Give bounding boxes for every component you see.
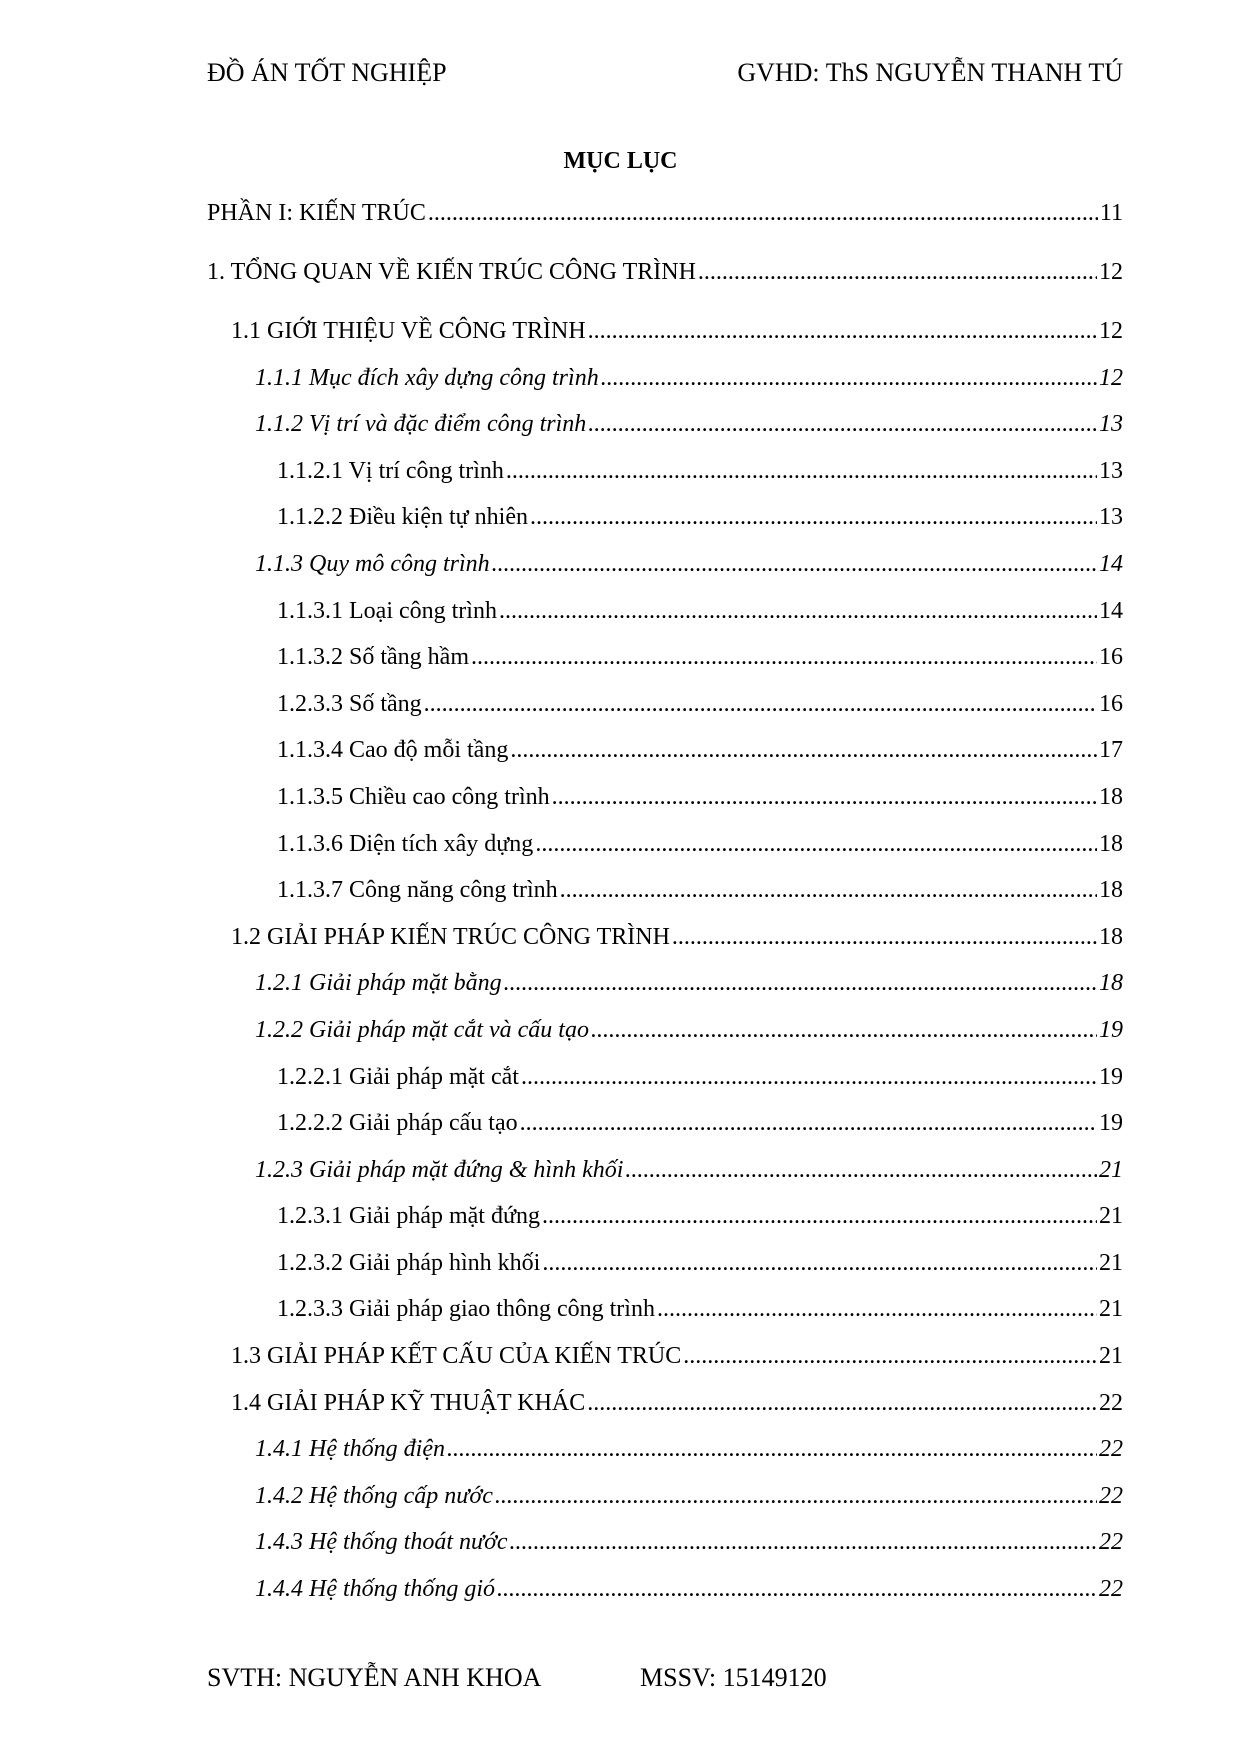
toc-leader-dots xyxy=(542,1193,1097,1240)
toc-entry-text: 1.4 GIẢI PHÁP KỸ THUẬT KHÁC xyxy=(231,1389,586,1416)
toc-entry-text: 1.2.2.2 Giải pháp cấu tạo xyxy=(277,1110,518,1137)
toc-entry-text: 1.2.1 Giải pháp mặt bằng xyxy=(255,970,502,997)
toc-entry-text: 1.1.3.4 Cao độ mỗi tầng xyxy=(277,737,509,764)
toc-leader-dots xyxy=(588,401,1097,448)
toc-leader-dots xyxy=(447,1426,1097,1473)
toc-entry-page: 21 xyxy=(1099,1156,1123,1183)
toc-entry-page: 19 xyxy=(1099,1110,1123,1137)
toc-entry[interactable] xyxy=(207,1473,1123,1520)
toc-entry[interactable] xyxy=(207,681,1123,728)
toc-entry[interactable] xyxy=(207,588,1123,635)
toc-entry-page: 13 xyxy=(1099,504,1123,531)
toc-leader-dots xyxy=(672,914,1097,961)
toc-entry-page: 13 xyxy=(1099,457,1123,484)
toc-leader-dots xyxy=(506,448,1097,495)
toc-leader-dots xyxy=(520,1100,1097,1147)
toc-entry-text: 1.2.3.3 Giải pháp giao thông công trình xyxy=(277,1296,655,1323)
toc-entry-page: 18 xyxy=(1099,970,1123,997)
toc-entry[interactable] xyxy=(207,1380,1123,1427)
toc-leader-dots xyxy=(424,681,1097,728)
footer-student: SVTH: NGUYỄN ANH KHOA xyxy=(207,1663,542,1692)
toc-entry[interactable] xyxy=(207,308,1123,355)
toc-entry[interactable] xyxy=(207,401,1123,448)
toc-entry[interactable] xyxy=(207,1240,1123,1287)
toc-leader-dots xyxy=(530,494,1097,541)
toc-entry-text: 1.1.3.5 Chiều cao công trình xyxy=(277,783,550,810)
toc-entry-text: 1.4.4 Hệ thống thống gió xyxy=(255,1576,495,1603)
toc-entry-text: 1.4.1 Hệ thống điện xyxy=(255,1436,445,1463)
toc-entry[interactable] xyxy=(207,1193,1123,1240)
toc-leader-dots xyxy=(471,634,1097,681)
toc-leader-dots xyxy=(428,190,1098,237)
toc-entry-text: 1.2.3.2 Giải pháp hình khối xyxy=(277,1249,541,1276)
toc-leader-dots xyxy=(492,541,1097,588)
toc-leader-dots xyxy=(495,1473,1097,1520)
toc-entry-page: 22 xyxy=(1099,1529,1123,1556)
toc-entry-text: 1.1.1 Mục đích xây dựng công trình xyxy=(255,364,599,391)
toc-entry-text: 1. TỔNG QUAN VỀ KIẾN TRÚC CÔNG TRÌNH xyxy=(207,259,696,285)
toc-entry-page: 18 xyxy=(1099,783,1123,810)
toc-entry[interactable] xyxy=(207,1286,1123,1333)
toc-entry-page: 12 xyxy=(1099,259,1123,285)
toc-entry-page: 16 xyxy=(1099,644,1123,671)
toc-entry[interactable] xyxy=(207,821,1123,868)
toc-entry-page: 21 xyxy=(1099,1203,1123,1230)
toc-entry-page: 21 xyxy=(1099,1249,1123,1276)
toc-entry-text: 1.1.2 Vị trí và đặc điểm công trình xyxy=(255,411,587,438)
footer-student-id: MSSV: 15149120 xyxy=(640,1663,827,1692)
toc-entry[interactable] xyxy=(207,1147,1123,1194)
toc-entry-page: 22 xyxy=(1099,1576,1123,1603)
toc-entry-page: 19 xyxy=(1099,1016,1123,1043)
toc-leader-dots xyxy=(499,588,1097,635)
toc-leader-dots xyxy=(588,308,1097,355)
toc-entry-page: 13 xyxy=(1099,411,1123,438)
toc-leader-dots xyxy=(504,960,1097,1007)
toc-entry-text: 1.1.3 Quy mô công trình xyxy=(255,550,490,577)
toc-entry-text: 1.2.3 Giải pháp mặt đứng & hình khối xyxy=(255,1156,624,1183)
toc-entry[interactable] xyxy=(207,1566,1123,1613)
toc-leader-dots xyxy=(698,249,1097,296)
toc-entry[interactable] xyxy=(207,774,1123,821)
toc-entry-page: 22 xyxy=(1099,1389,1123,1416)
toc-entry[interactable] xyxy=(207,867,1123,914)
toc-entry-text: 1.2.3.1 Giải pháp mặt đứng xyxy=(277,1203,540,1230)
toc-entry[interactable] xyxy=(207,190,1123,249)
toc-entry-page: 22 xyxy=(1099,1482,1123,1509)
toc-leader-dots xyxy=(591,1007,1097,1054)
toc-leader-dots xyxy=(510,1519,1097,1566)
toc-leader-dots xyxy=(601,355,1097,402)
toc-leader-dots xyxy=(683,1333,1097,1380)
toc-entry-page: 21 xyxy=(1099,1296,1123,1323)
toc-leader-dots xyxy=(552,774,1097,821)
toc-title: MỤC LỤC xyxy=(563,148,678,174)
toc-entry[interactable] xyxy=(207,634,1123,681)
toc-entry-text: 1.2.2.1 Giải pháp mặt cắt xyxy=(277,1063,519,1090)
toc-entry-page: 12 xyxy=(1099,364,1123,391)
toc-entry-page: 17 xyxy=(1099,737,1123,764)
toc-entry-page: 18 xyxy=(1099,830,1123,857)
toc-entry-text: 1.2.2 Giải pháp mặt cắt và cấu tạo xyxy=(255,1016,589,1043)
toc-entry-page: 14 xyxy=(1099,550,1123,577)
toc-entry[interactable] xyxy=(207,1333,1123,1380)
toc-entry-text: 1.1.2.2 Điều kiện tự nhiên xyxy=(277,504,528,531)
toc-entry-text: 1.1.2.1 Vị trí công trình xyxy=(277,457,504,484)
toc-entry-page: 18 xyxy=(1099,877,1123,904)
toc-entry-text: 1.4.2 Hệ thống cấp nước xyxy=(255,1482,493,1509)
toc-entry-page: 19 xyxy=(1099,1063,1123,1090)
toc-entry[interactable] xyxy=(207,1007,1123,1054)
toc-entry-page: 12 xyxy=(1099,318,1123,344)
toc-leader-dots xyxy=(560,867,1097,914)
toc-entry-text: 1.1.3.2 Số tầng hầm xyxy=(277,644,469,671)
toc-entry-page: 18 xyxy=(1099,923,1123,950)
table-of-contents xyxy=(207,190,1123,1613)
toc-entry-text: 1.1.3.1 Loại công trình xyxy=(277,597,497,624)
toc-entry[interactable] xyxy=(207,960,1123,1007)
toc-entry-text: 1.3 GIẢI PHÁP KẾT CẤU CỦA KIẾN TRÚC xyxy=(231,1343,682,1370)
header-advisor: GVHD: ThS NGUYỄN THANH TÚ xyxy=(737,58,1123,87)
toc-entry-text: 1.2.3.3 Số tầng xyxy=(277,690,422,717)
toc-entry[interactable] xyxy=(207,1426,1123,1473)
toc-entry-text: 1.1.3.6 Diện tích xây dựng xyxy=(277,830,534,857)
toc-leader-dots xyxy=(497,1566,1097,1613)
toc-entry-text: 1.1 GIỚI THIỆU VỀ CÔNG TRÌNH xyxy=(231,318,586,344)
toc-leader-dots xyxy=(535,821,1097,868)
toc-leader-dots xyxy=(587,1380,1097,1427)
toc-entry[interactable] xyxy=(207,1100,1123,1147)
toc-entry-page: 22 xyxy=(1099,1436,1123,1463)
toc-entry[interactable] xyxy=(207,494,1123,541)
toc-entry-text: 1.1.3.7 Công năng công trình xyxy=(277,877,558,904)
toc-entry-page: 21 xyxy=(1099,1343,1123,1370)
toc-entry[interactable] xyxy=(207,355,1123,402)
toc-entry-page: 14 xyxy=(1099,597,1123,624)
toc-entry[interactable] xyxy=(207,727,1123,774)
toc-entry-page: 11 xyxy=(1099,200,1123,226)
toc-leader-dots xyxy=(510,727,1097,774)
toc-entry-text: 1.2 GIẢI PHÁP KIẾN TRÚC CÔNG TRÌNH xyxy=(231,923,670,950)
header-title: ĐỒ ÁN TỐT NGHIỆP xyxy=(207,58,447,87)
toc-entry[interactable] xyxy=(207,541,1123,588)
toc-leader-dots xyxy=(521,1054,1097,1101)
toc-entry[interactable] xyxy=(207,1054,1123,1101)
toc-entry[interactable] xyxy=(207,448,1123,495)
toc-entry-page: 16 xyxy=(1099,690,1123,717)
toc-entry[interactable] xyxy=(207,914,1123,961)
toc-leader-dots xyxy=(542,1240,1097,1287)
toc-entry-text: PHẦN I: KIẾN TRÚC xyxy=(207,200,426,226)
toc-entry[interactable] xyxy=(207,249,1123,308)
toc-leader-dots xyxy=(657,1286,1097,1333)
toc-entry[interactable] xyxy=(207,1519,1123,1566)
toc-leader-dots xyxy=(625,1147,1097,1194)
toc-entry-text: 1.4.3 Hệ thống thoát nước xyxy=(255,1529,508,1556)
